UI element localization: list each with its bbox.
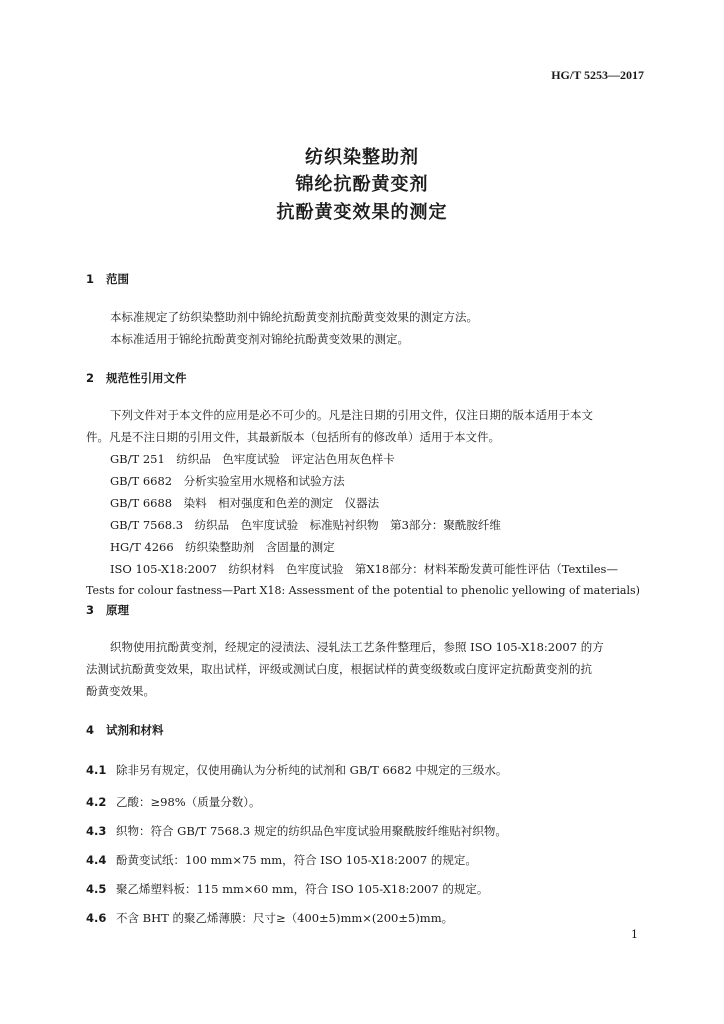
section-3-line-3: 酚黄变效果。 (86, 684, 155, 698)
section-2-intro-line-2: 件。凡是不注日期的引用文件，其最新版本（包括所有的修改单）适用于本文件。 (86, 430, 500, 444)
reference-item: GB/T 7568.3 纺织品 色牢度试验 标准贴衬织物 第3部分：聚酰胺纤维 (110, 518, 501, 532)
title-line-2: 锦纶抗酚黄变剂 (295, 174, 429, 195)
clause-4-6 (86, 910, 453, 926)
clause-number: 4.6 (86, 911, 107, 925)
section-1-para-1: 本标准规定了纺织染整助剂中锦纶抗酚黄变剂抗酚黄变效果的测定方法。 (110, 310, 478, 324)
section-3-line-1: 织物使用抗酚黄变剂，经规定的浸渍法、浸轧法工艺条件整理后，参照 ISO 105-X18:2007 的方 (110, 640, 604, 654)
section-2-intro-line-1: 下列文件对于本文件的应用是必不可少的。凡是注日期的引用文件，仅注日期的版本适用于本文 (110, 408, 593, 422)
section-1-para-2: 本标准适用于锦纶抗酚黄变剂对锦纶抗酚黄变效果的测定。 (110, 332, 409, 346)
reference-item: ISO 105-X18:2007 纺织材料 色牢度试验 第X18部分：材料苯酚发黄可能性评估（Textiles— (110, 562, 618, 576)
reference-item: GB/T 251 纺织品 色牢度试验 评定沾色用灰色样卡 (110, 452, 395, 466)
clause-text: 不含 BHT 的聚乙烯薄膜：尺寸≥（400±5)mm×(200±5)mm。 (116, 911, 454, 925)
clause-number: 4.4 (86, 853, 107, 867)
title-line-3: 抗酚黄变效果的测定 (276, 202, 448, 223)
clause-4-4 (86, 852, 477, 868)
section-2-number: 2 (86, 371, 95, 385)
reference-item: GB/T 6682 分析实验室用水规格和试验方法 (110, 474, 345, 488)
section-1-heading (86, 271, 129, 287)
clause-number: 4.3 (86, 824, 107, 838)
section-2-heading (86, 370, 187, 386)
reference-item: HG/T 4266 纺织染整助剂 含固量的测定 (110, 540, 335, 554)
clause-4-1 (86, 762, 507, 778)
section-3-heading (86, 602, 129, 618)
section-2-title: 规范性引用文件 (106, 371, 187, 385)
clause-4-5 (86, 881, 488, 897)
section-1-title: 范围 (106, 272, 129, 286)
clause-4-2 (86, 794, 260, 810)
clause-text: 乙酸：≥98%（质量分数）。 (116, 795, 261, 809)
clause-4-3 (86, 823, 507, 839)
title-line-1: 纺织染整助剂 (305, 147, 419, 168)
standard-number: HG/T 5253—2017 (551, 68, 644, 82)
clause-text: 聚乙烯塑料板：115 mm×60 mm，符合 ISO 105-X18:2007 的规定。 (116, 882, 489, 896)
reference-item-continuation: Tests for colour fastness—Part X18: Assessment of the potential to phenolic yellowing of materials) (86, 584, 640, 597)
section-3-line-2: 法测试抗酚黄变效果，取出试样，评级或测试白度，根据试样的黄变级数或白度评定抗酚黄变剂的抗 (86, 662, 592, 676)
section-3-title: 原理 (106, 603, 129, 617)
clause-text: 织物：符合 GB/T 7568.3 规定的纺织品色牢度试验用聚酰胺纤维贴衬织物。 (116, 824, 507, 838)
clause-number: 4.5 (86, 882, 107, 896)
clause-text: 除非另有规定，仅使用确认为分析纯的试剂和 GB/T 6682 中规定的三级水。 (116, 763, 508, 777)
section-1-number: 1 (86, 272, 95, 286)
clause-number: 4.1 (86, 763, 107, 777)
clause-number: 4.2 (86, 795, 107, 809)
reference-item: GB/T 6688 染料 相对强度和色差的测定 仪器法 (110, 496, 380, 510)
section-3-number: 3 (86, 603, 95, 617)
page-number: 1 (631, 928, 638, 941)
section-4-title: 试剂和材料 (106, 723, 164, 737)
section-4-heading (86, 722, 164, 738)
section-4-number: 4 (86, 723, 95, 737)
clause-text: 酚黄变试纸：100 mm×75 mm，符合 ISO 105-X18:2007 的规定。 (116, 853, 477, 867)
